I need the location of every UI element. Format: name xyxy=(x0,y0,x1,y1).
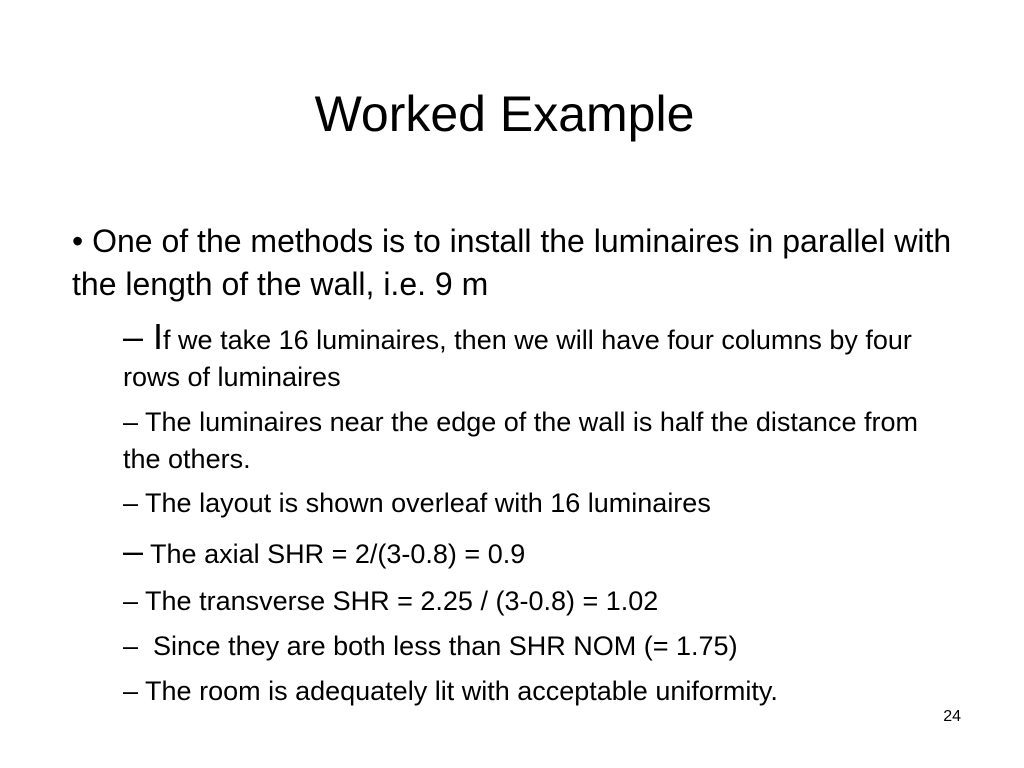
sub-item-3-text: The layout is shown overleaf with 16 luminaires xyxy=(138,488,711,518)
sub-item-6-text: Since they are both less than SHR NOM (= 1.75) xyxy=(138,631,738,661)
main-bullet: • One of the methods is to install the luminaires in parallel with the length of the wall, i.e. 9 m xyxy=(72,223,952,302)
sub-item-6 xyxy=(123,628,953,665)
sub-item-4 xyxy=(123,532,953,573)
dash-6: – xyxy=(123,631,139,661)
dash-4: – xyxy=(123,530,144,571)
sub-item-1-lead: I xyxy=(143,316,164,357)
sub-item-2-text: The luminaires near the edge of the wall is half the distance from the others. xyxy=(123,407,918,474)
sub-item-7 xyxy=(123,673,953,710)
dash-3: – xyxy=(123,488,139,518)
sub-item-4-text: The axial SHR = 2/(3-0.8) = 0.9 xyxy=(143,539,526,569)
sub-item-7-text: The room is adequately lit with acceptable uniformity. xyxy=(138,676,778,706)
sub-item-2 xyxy=(123,404,953,478)
dash-5: – xyxy=(123,586,139,616)
dash-1: – xyxy=(123,316,144,357)
sub-item-1 xyxy=(123,318,953,396)
sub-item-1-text: f we take 16 luminaires, then we will have four columns by four rows of luminaires xyxy=(123,325,912,392)
dash-7: – xyxy=(123,676,139,706)
dash-2: – xyxy=(123,407,139,437)
sub-item-5-text: The transverse SHR = 2.25 / (3-0.8) = 1.02 xyxy=(138,586,659,616)
slide-title: Worked Example xyxy=(314,86,695,142)
sub-item-3 xyxy=(123,485,953,522)
page-number: 24 xyxy=(943,708,961,725)
sub-item-5 xyxy=(123,583,953,620)
